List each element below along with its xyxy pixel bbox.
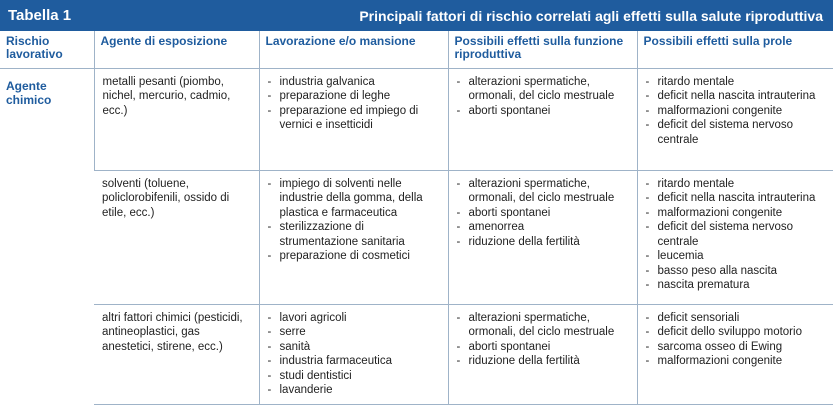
bullet-list <box>644 75 828 148</box>
offspring-effects-cell <box>637 304 833 404</box>
risk-factors-table <box>0 31 833 405</box>
jobs-cell <box>259 304 448 404</box>
table-title-bar <box>0 0 833 31</box>
list-item: - ritardo mentale <box>644 75 828 90</box>
list-item: - basso peso alla nascita <box>644 264 828 279</box>
risk-category-cell: Agente chimico <box>6 78 52 107</box>
list-item: - riduzione della fertilità <box>455 235 631 250</box>
table-row <box>0 68 833 170</box>
list-item: - malformazioni congenite <box>644 104 828 119</box>
column-header: Lavorazione e/o mansione <box>259 31 448 68</box>
list-item: - amenorrea <box>455 220 631 235</box>
offspring-effects-cell <box>637 68 833 170</box>
list-item: - deficit dello sviluppo motorio <box>644 325 828 340</box>
list-item: - sanità <box>266 340 442 355</box>
list-item: - industria farmaceutica <box>266 354 442 369</box>
list-item: - malformazioni congenite <box>644 354 828 369</box>
list-item: - alterazioni spermatiche, ormonali, del ciclo mestruale <box>455 75 631 104</box>
agent-cell: solventi (toluene, policlorobifenili, ossido di etile, ecc.) <box>94 170 259 304</box>
list-item: - studi dentistici <box>266 369 442 384</box>
list-item: - aborti spontanei <box>455 104 631 119</box>
list-item: - leucemia <box>644 249 828 264</box>
list-item: - alterazioni spermatiche, ormonali, del ciclo mestruale <box>455 311 631 340</box>
list-item: - nascita prematura <box>644 278 828 293</box>
bullet-list <box>455 75 631 119</box>
repro-effects-cell <box>448 68 637 170</box>
offspring-effects-cell <box>637 170 833 304</box>
column-header: Rischio lavorativo <box>0 31 94 68</box>
repro-effects-cell <box>448 170 637 304</box>
column-header: Agente di esposizione <box>94 31 259 68</box>
column-header: Possibili effetti sulla prole <box>637 31 833 68</box>
jobs-cell <box>259 170 448 304</box>
table-header-row <box>0 31 833 68</box>
list-item: - deficit nella nascita intrauterina <box>644 89 828 104</box>
list-item: - deficit del sistema nervoso centrale <box>644 118 828 147</box>
list-item: - deficit del sistema nervoso centrale <box>644 220 828 249</box>
column-header: Possibili effetti sulla funzione riproduttiva <box>448 31 637 68</box>
table-label: Tabella 1 <box>8 7 72 24</box>
list-item: - preparazione di leghe <box>266 89 442 104</box>
list-item: - preparazione ed impiego di vernici e insetticidi <box>266 104 442 133</box>
bullet-list <box>644 177 828 293</box>
repro-effects-cell <box>448 304 637 404</box>
list-item: - sterilizzazione di strumentazione sanitaria <box>266 220 442 249</box>
list-item: - alterazioni spermatiche, ormonali, del ciclo mestruale <box>455 177 631 206</box>
list-item: - deficit nella nascita intrauterina <box>644 191 828 206</box>
table-row <box>0 304 833 404</box>
list-item: - lavori agricoli <box>266 311 442 326</box>
list-item: - industria galvanica <box>266 75 442 90</box>
table-title: Principali fattori di rischio correlati agli effetti sulla salute riproduttiva <box>359 7 823 24</box>
bullet-list <box>644 311 828 369</box>
bullet-list <box>455 311 631 369</box>
agent-cell: altri fattori chimici (pesticidi, antineoplastici, gas anestetici, stirene, ecc.) <box>94 304 259 404</box>
list-item: - lavanderie <box>266 383 442 398</box>
list-item: - serre <box>266 325 442 340</box>
list-item: - riduzione della fertilità <box>455 354 631 369</box>
bullet-list <box>266 311 442 398</box>
list-item: - deficit sensoriali <box>644 311 828 326</box>
bullet-list <box>455 177 631 250</box>
list-item: - impiego di solventi nelle industrie della gomma, della plastica e farmaceutica <box>266 177 442 221</box>
list-item: - aborti spontanei <box>455 340 631 355</box>
agent-cell: metalli pesanti (piombo, nichel, mercurio, cadmio, ecc.) <box>94 68 259 170</box>
bullet-list <box>266 177 442 264</box>
bullet-list <box>266 75 442 133</box>
list-item: - malformazioni congenite <box>644 206 828 221</box>
list-item: - preparazione di cosmetici <box>266 249 442 264</box>
list-item: - sarcoma osseo di Ewing <box>644 340 828 355</box>
table-row <box>0 170 833 304</box>
jobs-cell <box>259 68 448 170</box>
list-item: - ritardo mentale <box>644 177 828 192</box>
list-item: - aborti spontanei <box>455 206 631 221</box>
